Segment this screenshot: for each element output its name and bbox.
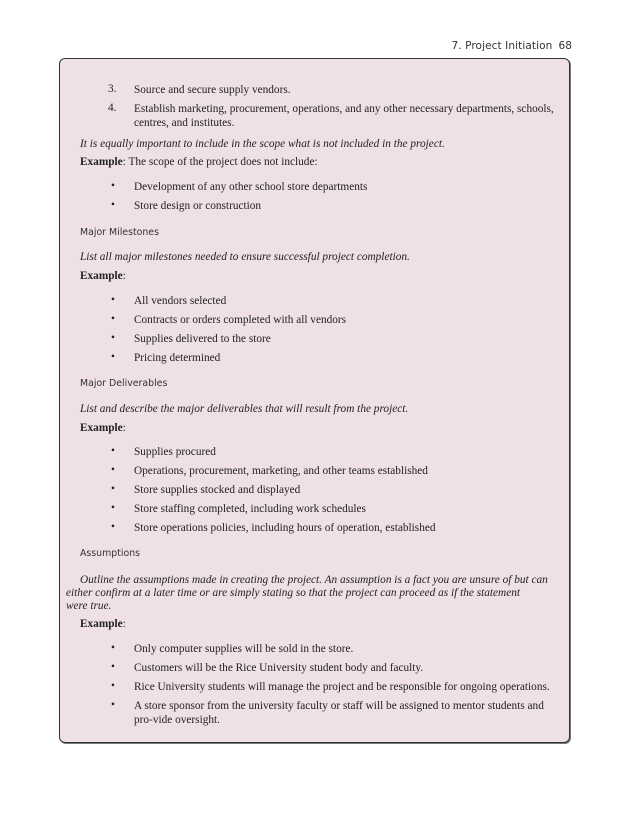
- list-number: 3.: [108, 83, 117, 95]
- section-heading-deliverables: Major Deliverables: [80, 378, 168, 389]
- list-item: Source and secure supply vendors.: [134, 84, 291, 96]
- milestones-example-line: [80, 269, 126, 283]
- list-item: Operations, procurement, marketing, and other teams established: [134, 465, 428, 477]
- list-item: Store operations policies, including hours of operation, established: [134, 522, 436, 534]
- list-item: Store supplies stocked and displayed: [134, 484, 301, 496]
- example-label: Example: [80, 618, 123, 630]
- list-item: Customers will be the Rice University student body and faculty.: [134, 662, 424, 674]
- deliverables-instruction: List and describe the major deliverables that will result from the project.: [80, 403, 409, 415]
- scope-example-line: [80, 155, 318, 169]
- list-item: Establish marketing, procurement, operations, and any other necessary departments, schools, centres, and institutes.: [134, 103, 554, 129]
- example-colon: :: [122, 422, 126, 434]
- example-text: : The scope of the project does not include:: [122, 156, 318, 168]
- list-item: Only computer supplies will be sold in the store.: [134, 643, 354, 655]
- example-colon: :: [122, 270, 126, 282]
- list-item: Supplies procured: [134, 446, 216, 458]
- list-item: Pricing determined: [134, 352, 221, 364]
- bullet-glyph: •: [111, 521, 115, 533]
- deliverables-example-line: [80, 421, 126, 435]
- assumptions-example-line: [80, 617, 126, 631]
- bullet-glyph: •: [111, 332, 115, 344]
- bullet-glyph: •: [111, 661, 115, 673]
- bullet-glyph: •: [111, 464, 115, 476]
- list-item: A store sponsor from the university faculty or staff will be assigned to mentor students and pro-vide oversight.: [134, 700, 544, 726]
- list-item: Store design or construction: [134, 200, 262, 212]
- section-title: 7. Project Initiation: [451, 40, 553, 52]
- list-item: All vendors selected: [134, 295, 227, 307]
- bullet-glyph: •: [111, 699, 115, 711]
- bullet-glyph: •: [111, 294, 115, 306]
- list-item: Store staffing completed, including work schedules: [134, 503, 366, 515]
- bullet-glyph: •: [111, 180, 115, 192]
- assumptions-instruction-line: either confirm at a later time or are simply stating so that the project can proceed as if the statement: [66, 587, 521, 599]
- bullet-glyph: •: [111, 445, 115, 457]
- bullet-glyph: •: [111, 313, 115, 325]
- scope-instruction: It is equally important to include in the scope what is not included in the project.: [80, 138, 445, 150]
- list-item: Contracts or orders completed with all vendors: [134, 314, 347, 326]
- list-item: Supplies delivered to the store: [134, 333, 271, 345]
- section-heading-assumptions: Assumptions: [80, 548, 141, 559]
- bullet-glyph: •: [111, 351, 115, 363]
- bullet-glyph: •: [111, 680, 115, 692]
- example-colon: :: [122, 618, 126, 630]
- bullet-glyph: •: [111, 642, 115, 654]
- milestones-instruction: List all major milestones needed to ensure successful project completion.: [80, 251, 410, 263]
- example-label: Example: [80, 422, 123, 434]
- example-box: [59, 58, 570, 743]
- section-heading-milestones: Major Milestones: [80, 227, 159, 238]
- bullet-glyph: •: [111, 502, 115, 514]
- running-head: [451, 40, 572, 52]
- page-number: 68: [558, 40, 572, 52]
- example-label: Example: [80, 156, 123, 168]
- list-number: 4.: [108, 102, 117, 114]
- list-item: Rice University students will manage the project and be responsible for ongoing operations.: [134, 681, 550, 693]
- bullet-glyph: •: [111, 483, 115, 495]
- example-label: Example: [80, 270, 123, 282]
- assumptions-instruction-line: Outline the assumptions made in creating the project. An assumption is a fact you are unsure of but can: [80, 574, 548, 586]
- bullet-glyph: •: [111, 199, 115, 211]
- assumptions-instruction-line: were true.: [66, 600, 112, 612]
- list-item: Development of any other school store departments: [134, 181, 368, 193]
